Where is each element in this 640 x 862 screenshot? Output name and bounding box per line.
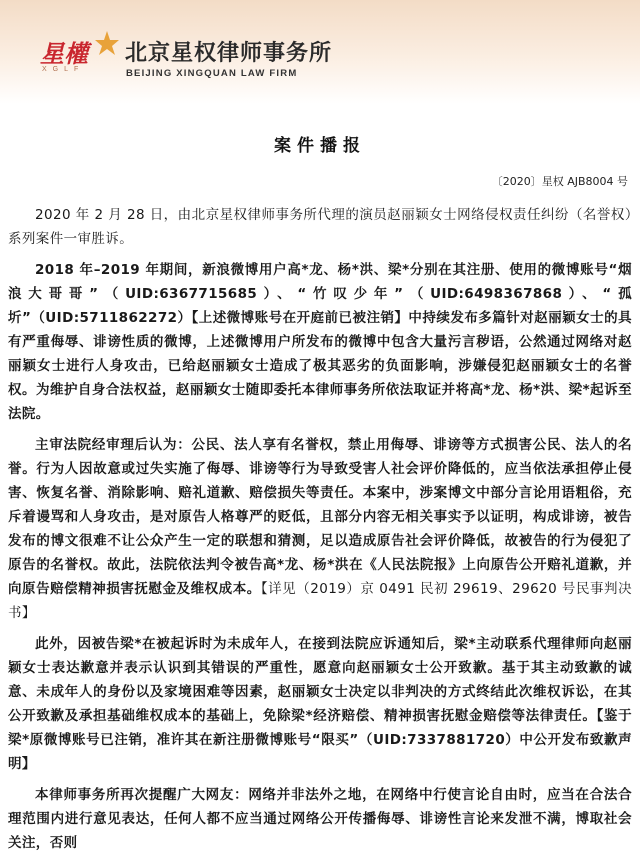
paragraph-text: 此外，因被告梁*在被起诉时为未成年人，在接到法院应诉通知后，梁*主动联系代理律师向赵丽颖女士表达歉意并表示认识到其错误的严重性，愿意向赵丽颖女士公开致歉。基于其主动致歉的诚意、未成年人的身份以及家境困难等因素，赵丽颖女士决定以非判决的方式终结此次维权诉讼，在其公开致歉及承担基础维权成本的基础上，免除梁*经济赔偿、精神损害抚慰金赔偿等法律责任。【鉴于梁*原微博账号已注销，准许其在新注册微博账号“限买”（UID:7337881720）中公开发布致歉声明】 xyxy=(8,636,632,772)
firm-name-chinese: 北京星权律师事务所 xyxy=(125,40,333,66)
case-number: 〔2020〕星权 AJB8004 号 xyxy=(491,175,628,188)
paragraph-text: 本律师事务所再次提醒广大网友：网络并非法外之地，在网络中行使言论自由时，应当在合法合理范围内进行意见表达，任何人都不应当通过网络公开传播侮辱、诽谤性言论来发泄不满，博取社会关注，否则 xyxy=(8,787,632,851)
letterhead xyxy=(0,0,640,104)
paragraph-2 xyxy=(8,258,632,426)
paragraph-text: 2020 年 2 月 28 日，由北京星权律师事务所代理的演员赵丽颖女士网络侵权责任纠纷（名誉权）系列案件一审胜诉。 xyxy=(8,207,632,247)
firm-logo xyxy=(40,30,120,82)
judgment-reference: 【详见（2019）京 0491 民初 29619、29620 号民事判决书】 xyxy=(8,581,633,621)
paragraph-1 xyxy=(8,203,632,251)
logo-text: 星權 xyxy=(40,39,88,68)
paragraph-4 xyxy=(8,632,632,776)
paragraph-text: 主审法院经审理后认为：公民、法人享有名誉权，禁止用侮辱、诽谤等方式损害公民、法人的名誉。行为人因故意或过失实施了侮辱、诽谤等行为导致受害人社会评价降低的，应当依法承担停止侵害、恢复名誉、消除影响、赔礼道歉、赔偿损失等责任。本案中，涉案博文中部分言论用语粗俗，充斥着谩骂和人身攻击，是对原告人格尊严的贬低，且部分内容无相关事实予以证明，构成诽谤，被告发布的博文很难不让公众产生一定的联想和猜测，足以造成原告社会评价降低，故被告的行为侵犯了原告的名誉权。故此，法院依法判令被告高*龙、杨*洪在《人民法院报》上向原告公开赔礼道歉，并向原告赔偿精神损害抚慰金及维权成本。 xyxy=(8,437,632,597)
document-title: 案件播报 xyxy=(274,136,366,156)
firm-name-english: BEIJING XINGQUAN LAW FIRM xyxy=(126,68,298,79)
star-icon xyxy=(94,30,120,56)
paragraph-text: 2018 年–2019 年期间，新浪微博用户高*龙、杨*洪、梁*分别在其注册、使用的微博账号“烟浪大哥哥”（UID:6367715685）、“竹叹少年”（UID:6498367868）、“孤圻”（UID:5711862272）【上述微博账号在开庭前已被注销】中持续发布多篇针对赵丽颖女士的具有严重侮辱、诽谤性质的微博，上述微博用户所发布的微博中包含大量污言秽语，公然通过网络对赵丽颖女士进行人身攻击，已给赵丽颖女士造成了极其恶劣的负面影响，涉嫌侵犯赵丽颖女士的名誉权。为维护自身合法权益，赵丽颖女士随即委托本律师事务所依法取证并将高*龙、杨*洪、梁*起诉至法院。 xyxy=(8,262,632,422)
document-body xyxy=(8,203,632,862)
logo-subtext: XGLF xyxy=(42,66,85,73)
paragraph-3 xyxy=(8,433,632,625)
paragraph-5 xyxy=(8,783,632,855)
